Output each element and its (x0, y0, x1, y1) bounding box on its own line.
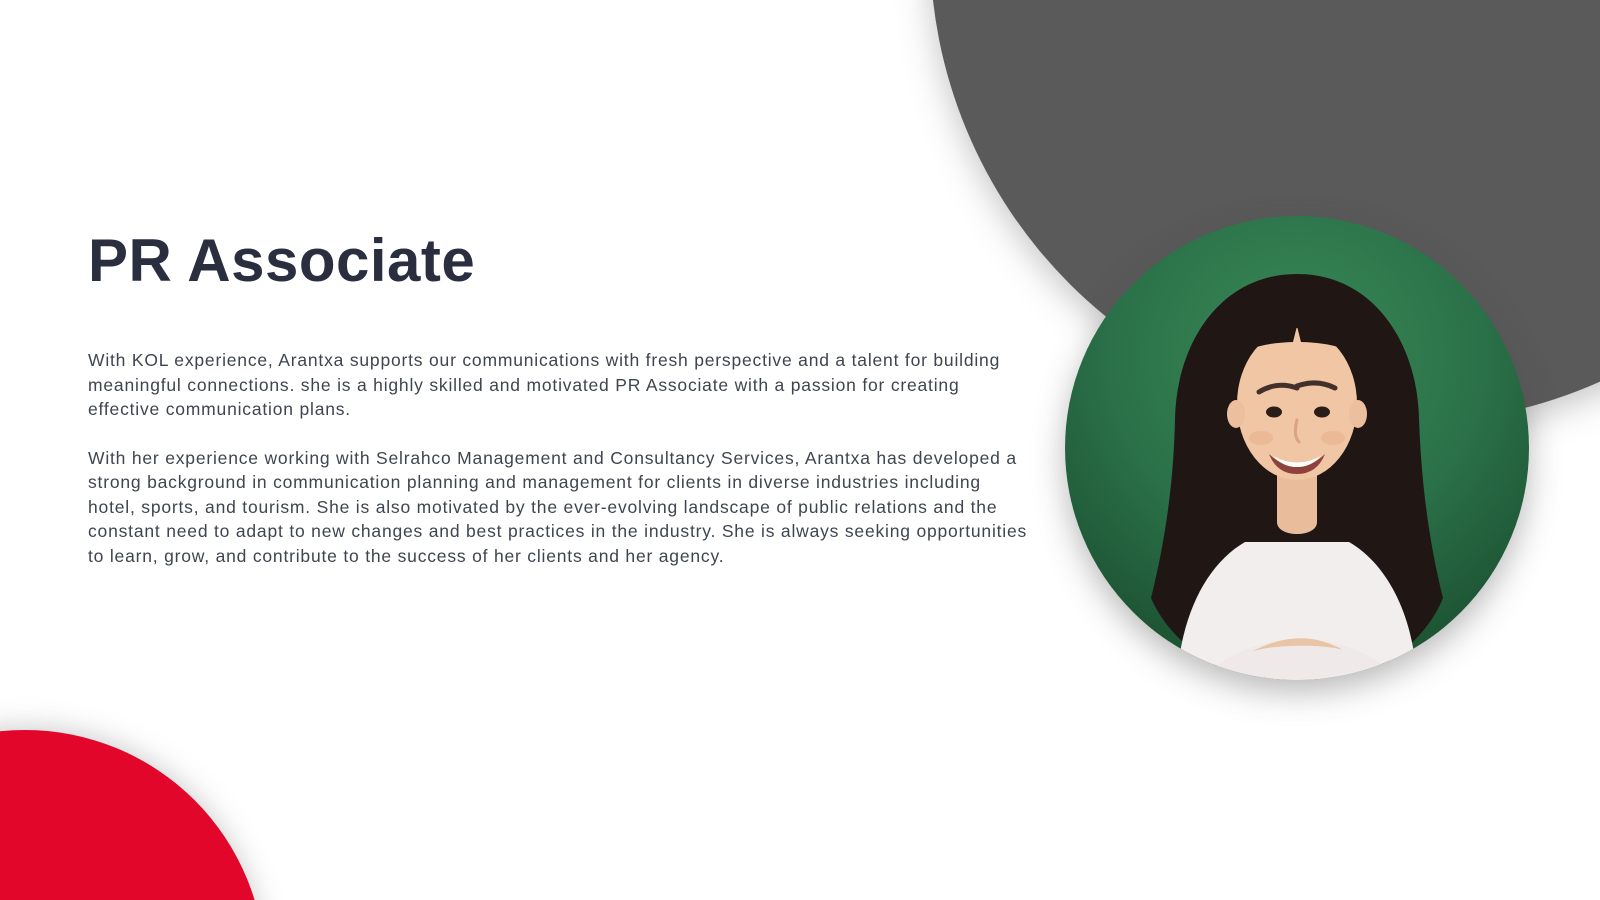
bio-paragraph-2: With her experience working with Selrahco Management and Consultancy Services, Arantxa has developed a strong background in communication planning and management for clients in diverse industries including hotel, sports, and tourism. She is also motivated by the ever-evolving landscape of public relations and the constant need to adapt to new changes and best practices in the industry. She is always seeking opportunities to learn, grow, and contribute to the success of her clients and her agency. (88, 447, 1028, 566)
profile-photo-illustration (1065, 216, 1529, 680)
profile-photo (1065, 216, 1529, 680)
bio-copy (88, 348, 1028, 568)
page-title: PR Associate (88, 227, 476, 294)
red-circle-decoration (0, 730, 265, 900)
bio-paragraph-1: With KOL experience, Arantxa supports our communications with fresh perspective and a talent for building meaningful connections. she is a highly skilled and motivated PR Associate with a passion for creating effective communication plans. (88, 350, 1001, 419)
text-block (88, 227, 1028, 592)
